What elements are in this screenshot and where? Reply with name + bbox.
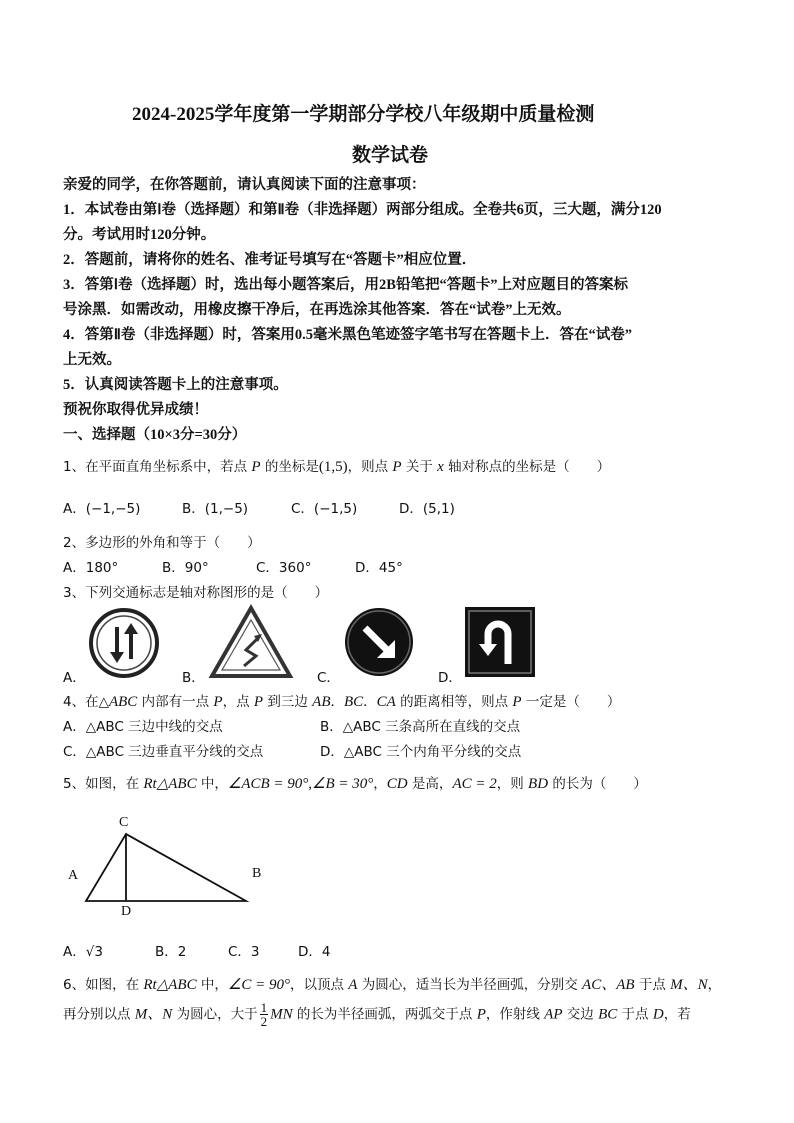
note-3a: 3．答第Ⅰ卷（选择题）时，选出每小题答案后，用2B铅笔把“答题卡”上对应题目的答案标 (63, 277, 628, 293)
question-1-stem: 1、在平面直角坐标系中，若点 P 的坐标是(1,5)，则点 P 关于 x 轴对称点的坐标是（ ） (63, 459, 611, 475)
page-subtitle: 数学试卷 (352, 145, 429, 166)
note-4b: 上无效。 (63, 352, 121, 368)
question-4-option-d[interactable]: D．△ABC 三个内角平分线的交点 (320, 744, 522, 760)
question-2-stem: 2、多边形的外角和等于（ ） (63, 535, 261, 551)
note-2: 2．答题前，请将你的姓名、准考证号填写在“答题卡”相应位置． (63, 252, 477, 268)
question-2-option-c[interactable]: C．360° (256, 560, 312, 576)
question-1-option-a[interactable]: A．(−1,−5) (63, 501, 141, 517)
question-3-stem: 3、下列交通标志是轴对称图形的是（ ） (63, 585, 329, 601)
question-5-option-d[interactable]: D．4 (298, 944, 331, 960)
note-1a: 1．本试卷由第Ⅰ卷（选择题）和第Ⅱ卷（非选择题）两部分组成。全卷共6页，三大题，满分120 (63, 202, 662, 218)
question-5-option-c[interactable]: C．3 (228, 944, 260, 960)
question-6-line-1: 6、如图，在 Rt△ABC 中，∠C = 90°，以顶点 A 为圆心，适当长为半径画弧，分别交 AC、AB 于点 M、N， (63, 977, 722, 993)
note-wish: 预祝你取得优异成绩！ (63, 402, 208, 418)
question-2-option-a[interactable]: A．180° (63, 560, 119, 576)
question-3-option-d[interactable]: D． (438, 670, 462, 686)
note-intro: 亲爱的同学，在你答题前，请认真阅读下面的注意事项： (63, 177, 426, 193)
question-4-option-b[interactable]: B．△ABC 三条高所在直线的交点 (320, 719, 521, 735)
triangle-figure (60, 810, 280, 925)
traffic-sign-c-icon (343, 606, 415, 678)
question-4-option-c[interactable]: C．△ABC 三边垂直平分线的交点 (63, 744, 264, 760)
question-3-option-a[interactable]: A． (63, 670, 86, 686)
question-5-option-a[interactable]: A．√3 (63, 944, 103, 960)
section-heading: 一、选择题（10×3分=30分） (63, 427, 247, 443)
question-2-option-d[interactable]: D．45° (355, 560, 403, 576)
question-1-option-b[interactable]: B．(1,−5) (182, 501, 249, 517)
note-5: 5．认真阅读答题卡上的注意事项。 (63, 377, 288, 393)
question-6-line-2: 再分别以点 M、N 为圆心，大于 $\frac{1}{2}$ MN 的长为半径画弧，两弧交于点 P，作射线 AP 交边 BC 于点 D，若 (63, 1000, 691, 1029)
figure-label-a: A (68, 868, 79, 883)
question-1-option-c[interactable]: C．(−1,5) (291, 501, 358, 517)
traffic-sign-a-icon (88, 607, 160, 679)
note-1b: 分。考试用时120分钟。 (63, 227, 216, 243)
note-3b: 号涂黑．如需改动，用橡皮擦干净后，在再选涂其他答案．答在“试卷”上无效。 (63, 302, 571, 318)
page-title: 2024-2025学年度第一学期部分学校八年级期中质量检测 (132, 104, 595, 125)
question-5-stem: 5、如图，在 Rt△ABC 中，∠ACB = 90°,∠B = 30°，CD 是高，AC = 2，则 BD 的长为（ ） (63, 776, 647, 792)
traffic-sign-b-icon (208, 604, 294, 680)
question-1-option-d[interactable]: D．(5,1) (399, 501, 455, 517)
question-4-option-a[interactable]: A．△ABC 三边中线的交点 (63, 719, 223, 735)
note-4a: 4．答第Ⅱ卷（非选择题）时，答案用0.5毫米黑色笔迹签字笔书写在答题卡上．答在“试卷” (63, 327, 633, 343)
question-5-option-b[interactable]: B．2 (155, 944, 187, 960)
question-3-option-b[interactable]: B． (182, 670, 205, 686)
figure-label-d: D (121, 904, 132, 919)
fraction-one-half: $\frac{1}{2}$ (260, 1000, 268, 1029)
question-3-option-c[interactable]: C． (317, 670, 340, 686)
figure-label-b: B (252, 866, 262, 881)
question-4-stem: 4、在△ABC 内部有一点 P，点 P 到三边 AB．BC．CA 的距离相等，则点 P 一定是（ ） (63, 694, 621, 710)
question-2-option-b[interactable]: B．90° (162, 560, 209, 576)
traffic-sign-d-icon (464, 606, 536, 678)
figure-label-c: C (119, 815, 129, 830)
